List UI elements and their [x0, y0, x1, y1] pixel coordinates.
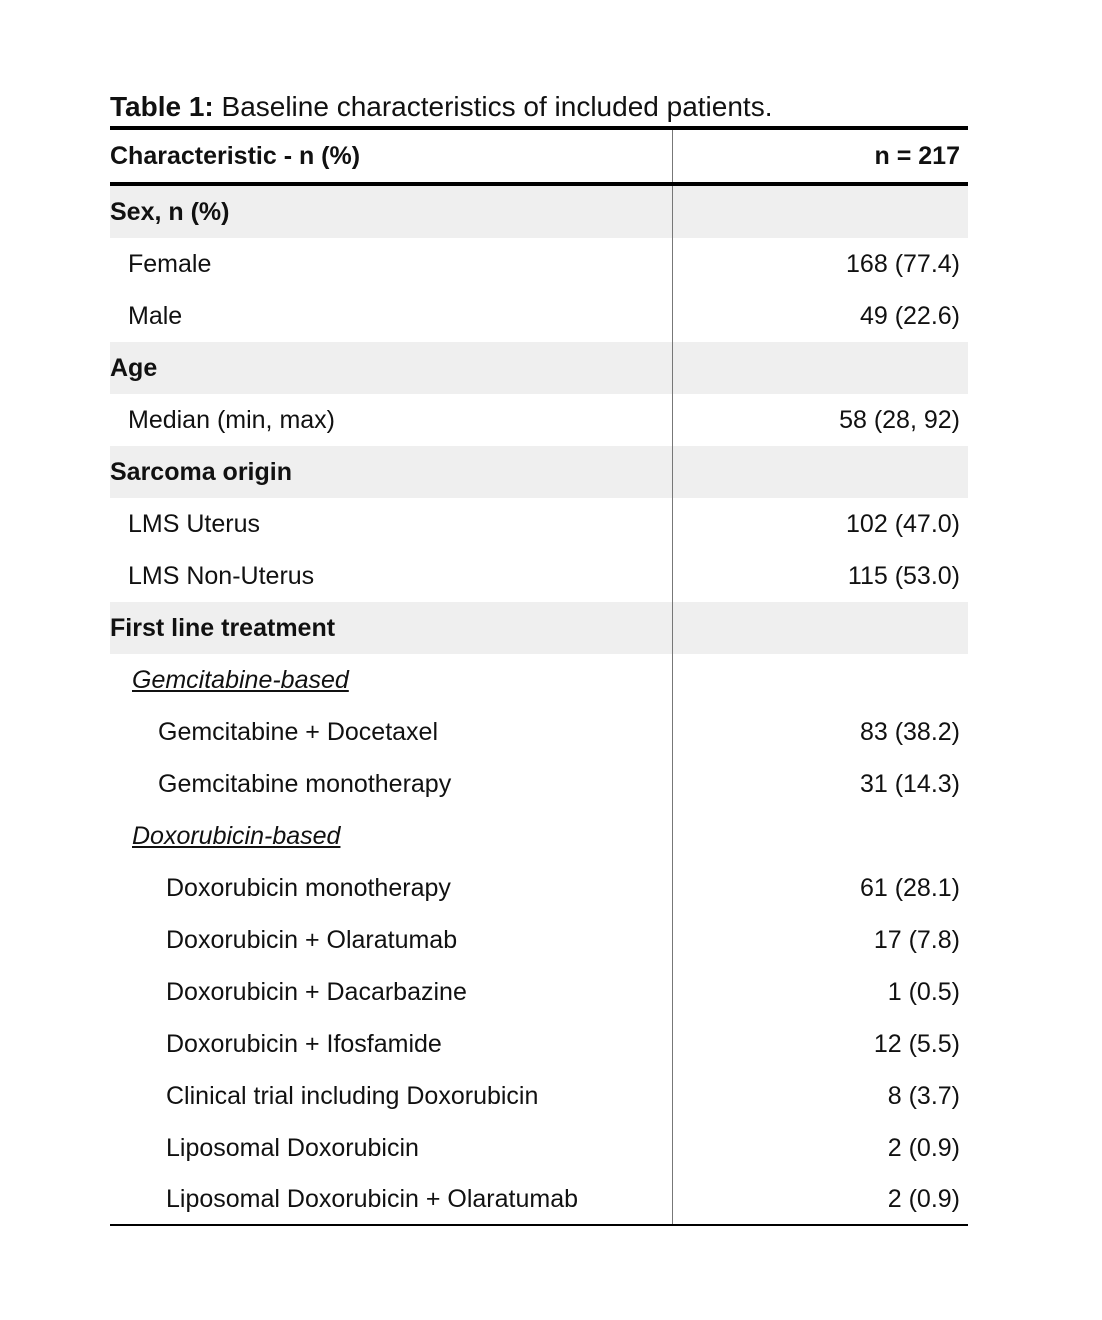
value-cell [672, 342, 968, 394]
table-container [110, 88, 968, 1226]
value-cell [672, 446, 968, 498]
value-cell: 83 (38.2) [859, 717, 960, 746]
label-cell [110, 1122, 672, 1174]
row-label: Gemcitabine monotherapy [158, 769, 452, 798]
section-row [110, 446, 968, 498]
label-cell [110, 342, 672, 394]
row-label: Doxorubicin + Ifosfamide [166, 1029, 442, 1058]
table-row [110, 914, 968, 966]
header-n: n = 217 [672, 128, 968, 184]
value-cell: 12 (5.5) [873, 1029, 960, 1058]
table-row [110, 706, 968, 758]
label-cell [110, 1018, 672, 1070]
label-cell [110, 184, 672, 238]
caption-label: Table 1: [110, 91, 214, 122]
caption-text: Baseline characteristics of included patients. [213, 91, 773, 122]
label-cell [110, 810, 672, 862]
table-row [110, 1018, 968, 1070]
section-label: First line treatment [110, 613, 336, 642]
section-label: Sex, n (%) [110, 197, 230, 226]
table-row [110, 862, 968, 914]
label-cell [110, 550, 672, 602]
section-label: Age [110, 353, 158, 382]
label-cell [110, 1174, 672, 1225]
value-cell: 1 (0.5) [887, 977, 960, 1006]
value-cell: 2 (0.9) [887, 1184, 960, 1213]
table-row [110, 238, 968, 290]
label-cell [110, 498, 672, 550]
section-row [110, 184, 968, 238]
value-cell [672, 654, 968, 706]
row-label: Liposomal Doxorubicin + Olaratumab [166, 1184, 579, 1213]
table-row [110, 654, 968, 706]
table-row [110, 1070, 968, 1122]
table-caption [110, 88, 968, 126]
table-row [110, 550, 968, 602]
row-label: Doxorubicin + Olaratumab [166, 925, 458, 954]
label-cell [110, 966, 672, 1018]
row-label: LMS Non-Uterus [128, 561, 315, 590]
label-cell [110, 862, 672, 914]
value-cell [672, 184, 968, 238]
value-cell: 2 (0.9) [887, 1133, 960, 1162]
table-row [110, 758, 968, 810]
row-label: Liposomal Doxorubicin [166, 1133, 419, 1162]
label-cell [110, 602, 672, 654]
subgroup-label: Doxorubicin-based [132, 821, 341, 850]
section-row [110, 602, 968, 654]
value-cell: 61 (28.1) [859, 873, 960, 902]
value-cell: 17 (7.8) [873, 925, 960, 954]
row-label: Female [128, 249, 212, 278]
label-cell [110, 290, 672, 342]
row-label: Male [128, 301, 183, 330]
table-row [110, 966, 968, 1018]
value-cell: 31 (14.3) [859, 769, 960, 798]
row-label: Gemcitabine + Docetaxel [158, 717, 439, 746]
table-row [110, 394, 968, 446]
table-body [110, 184, 968, 1225]
baseline-table [110, 126, 968, 1226]
value-cell: 115 (53.0) [847, 561, 960, 590]
label-cell [110, 1070, 672, 1122]
header-row [110, 128, 968, 184]
subgroup-label: Gemcitabine-based [132, 665, 349, 694]
value-cell: 49 (22.6) [859, 301, 960, 330]
value-cell: 102 (47.0) [846, 509, 960, 538]
table-row [110, 1122, 968, 1174]
table-row [110, 810, 968, 862]
row-label: Median (min, max) [128, 405, 335, 434]
value-cell: 8 (3.7) [887, 1081, 960, 1110]
label-cell [110, 654, 672, 706]
value-cell [672, 810, 968, 862]
section-row [110, 342, 968, 394]
label-cell [110, 914, 672, 966]
table-row [110, 1174, 968, 1225]
label-cell [110, 446, 672, 498]
label-cell [110, 706, 672, 758]
value-cell [672, 602, 968, 654]
table-row [110, 498, 968, 550]
row-label: LMS Uterus [128, 509, 260, 538]
value-cell: 58 (28, 92) [839, 405, 960, 434]
table-row [110, 290, 968, 342]
label-cell [110, 394, 672, 446]
value-cell: 168 (77.4) [846, 249, 960, 278]
row-label: Doxorubicin + Dacarbazine [166, 977, 467, 1006]
section-label: Sarcoma origin [110, 457, 292, 486]
header-characteristic: Characteristic - n (%) [110, 128, 672, 184]
label-cell [110, 238, 672, 290]
row-label: Clinical trial including Doxorubicin [166, 1081, 539, 1110]
row-label: Doxorubicin monotherapy [166, 873, 451, 902]
label-cell [110, 758, 672, 810]
